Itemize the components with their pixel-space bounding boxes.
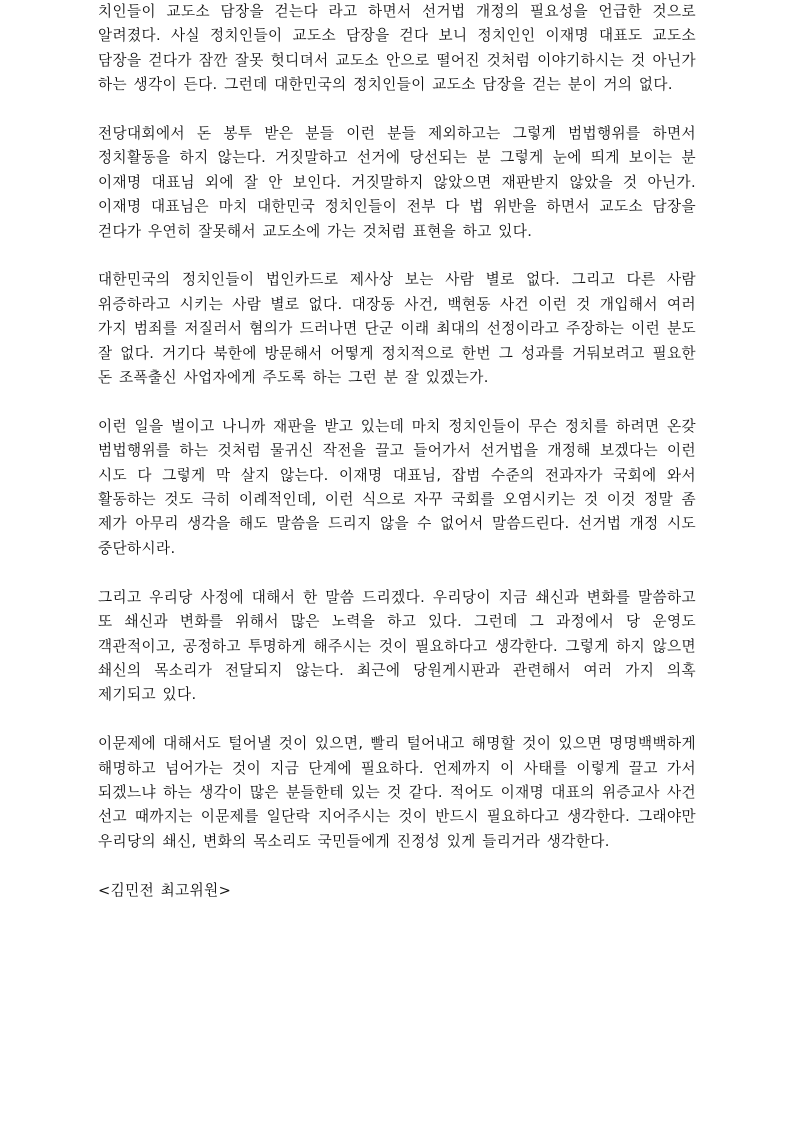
paragraph: 그리고 우리당 사정에 대해서 한 말씀 드리겠다. 우리당이 지금 쇄신과 변화를 말씀하고 또 쇄신과 변화를 위해서 많은 노력을 하고 있다. 그런데 그 과정에서 당 운영도 객관적이고, 공정하고 투명하게 해주시는 것이 필요하다고 생각한다. 그렇게 하지 않으면 쇄신의 목소리가 전달되지 않는다. 최근에 당원게시판과 관련해서 여러 가지 의혹 제기되고 있다. [98,588,696,704]
paragraph: 이문제에 대해서도 털어낼 것이 있으면, 빨리 털어내고 해명할 것이 있으면 명명백백하게 해명하고 넘어가는 것이 지금 단계에 필요하다. 언제까지 이 사태를 이렇게 끌고 가서 되겠느냐 하는 생각이 많은 분들한테 있는 것 같다. 적어도 이재명 대표의 위증교사 사건 선고 때까지는 이문제를 일단락 지어주시는 것이 반드시 필요하다고 생각한다. 그래야만 우리당의 쇄신, 변화의 목소리도 국민들에게 진정성 있게 들리거라 생각한다. [98,735,696,850]
paragraph-gap [98,390,696,414]
paragraph: 대한민국의 정치인들이 법인카드로 제사상 보는 사람 별로 없다. 그리고 다른 사람 위증하라고 시키는 사람 별로 없다. 대장동 사건, 백현동 사건 이런 것 개입해서 여러 가지 범죄를 저질러서 혐의가 드러나면 단군 이래 최대의 선정이라고 주장하는 이런 분도 잘 없다. 거기다 북한에 방문해서 어떻게 정치적으로 한번 그 성과를 거둬보려고 필요한 돈 조폭출신 사업자에게 주도록 하는 그런 분 잘 있겠는가. [98,271,696,387]
speaker-signature: <김민전 최고위원> [98,881,232,899]
paragraph: 치인들이 교도소 담장을 걷는다 라고 하면서 선거법 개정의 필요성을 언급한 것으로 알려졌다. 사실 정치인들이 교도소 담장을 걷다 보니 정치인인 이재명 대표도 교도소 담장을 걷다가 잠깐 잘못 헛디뎌서 교도소 안으로 떨어진 것처럼 이야기하시는 것 아닌가 하는 생각이 든다. 그런데 대한민국의 정치인들이 교도소 담장을 걷는 분이 거의 없다. [98,3,696,94]
paragraph: 전당대회에서 돈 봉투 받은 분들 이런 분들 제외하고는 그렇게 범법행위를 하면서 정치활동을 하지 않는다. 거짓말하고 선거에 당선되는 분 그렇게 눈에 띄게 보이는 분 이재명 대표님 외에 잘 안 보인다. 거짓말하지 않았으면 재판받지 않았을 것 아닌가. 이재명 대표님은 마치 대한민국 정치인들이 전부 다 법 위반을 하면서 교도소 담장을 걷다가 우연히 잘못해서 교도소에 가는 것처럼 표현을 하고 있다. [98,125,696,240]
paragraph-gap [98,708,696,732]
paragraph: 이런 일을 벌이고 나니까 재판을 받고 있는데 마치 정치인들이 무슨 정치를 하려면 온갖 범법행위를 하는 것처럼 물귀신 작전을 끌고 들어가서 선거법을 개정해 보겠다는 이런 시도 다 그렇게 막 살지 않는다. 이재명 대표님, 잡범 수준의 전과자가 국회에 와서 활동하는 것도 극히 이례적인데, 이런 식으로 자꾸 국회를 오염시키는 것 이것 정말 좀 제가 아무리 생각을 해도 말씀을 드리지 않을 수 없어서 말씀드린다. 선거법 개정 시도 중단하시라. [98,417,696,557]
document-page [98,0,696,903]
paragraph-gap [98,561,696,585]
paragraph-gap [98,854,696,878]
paragraph-gap [98,98,696,122]
paragraph-gap [98,244,696,268]
